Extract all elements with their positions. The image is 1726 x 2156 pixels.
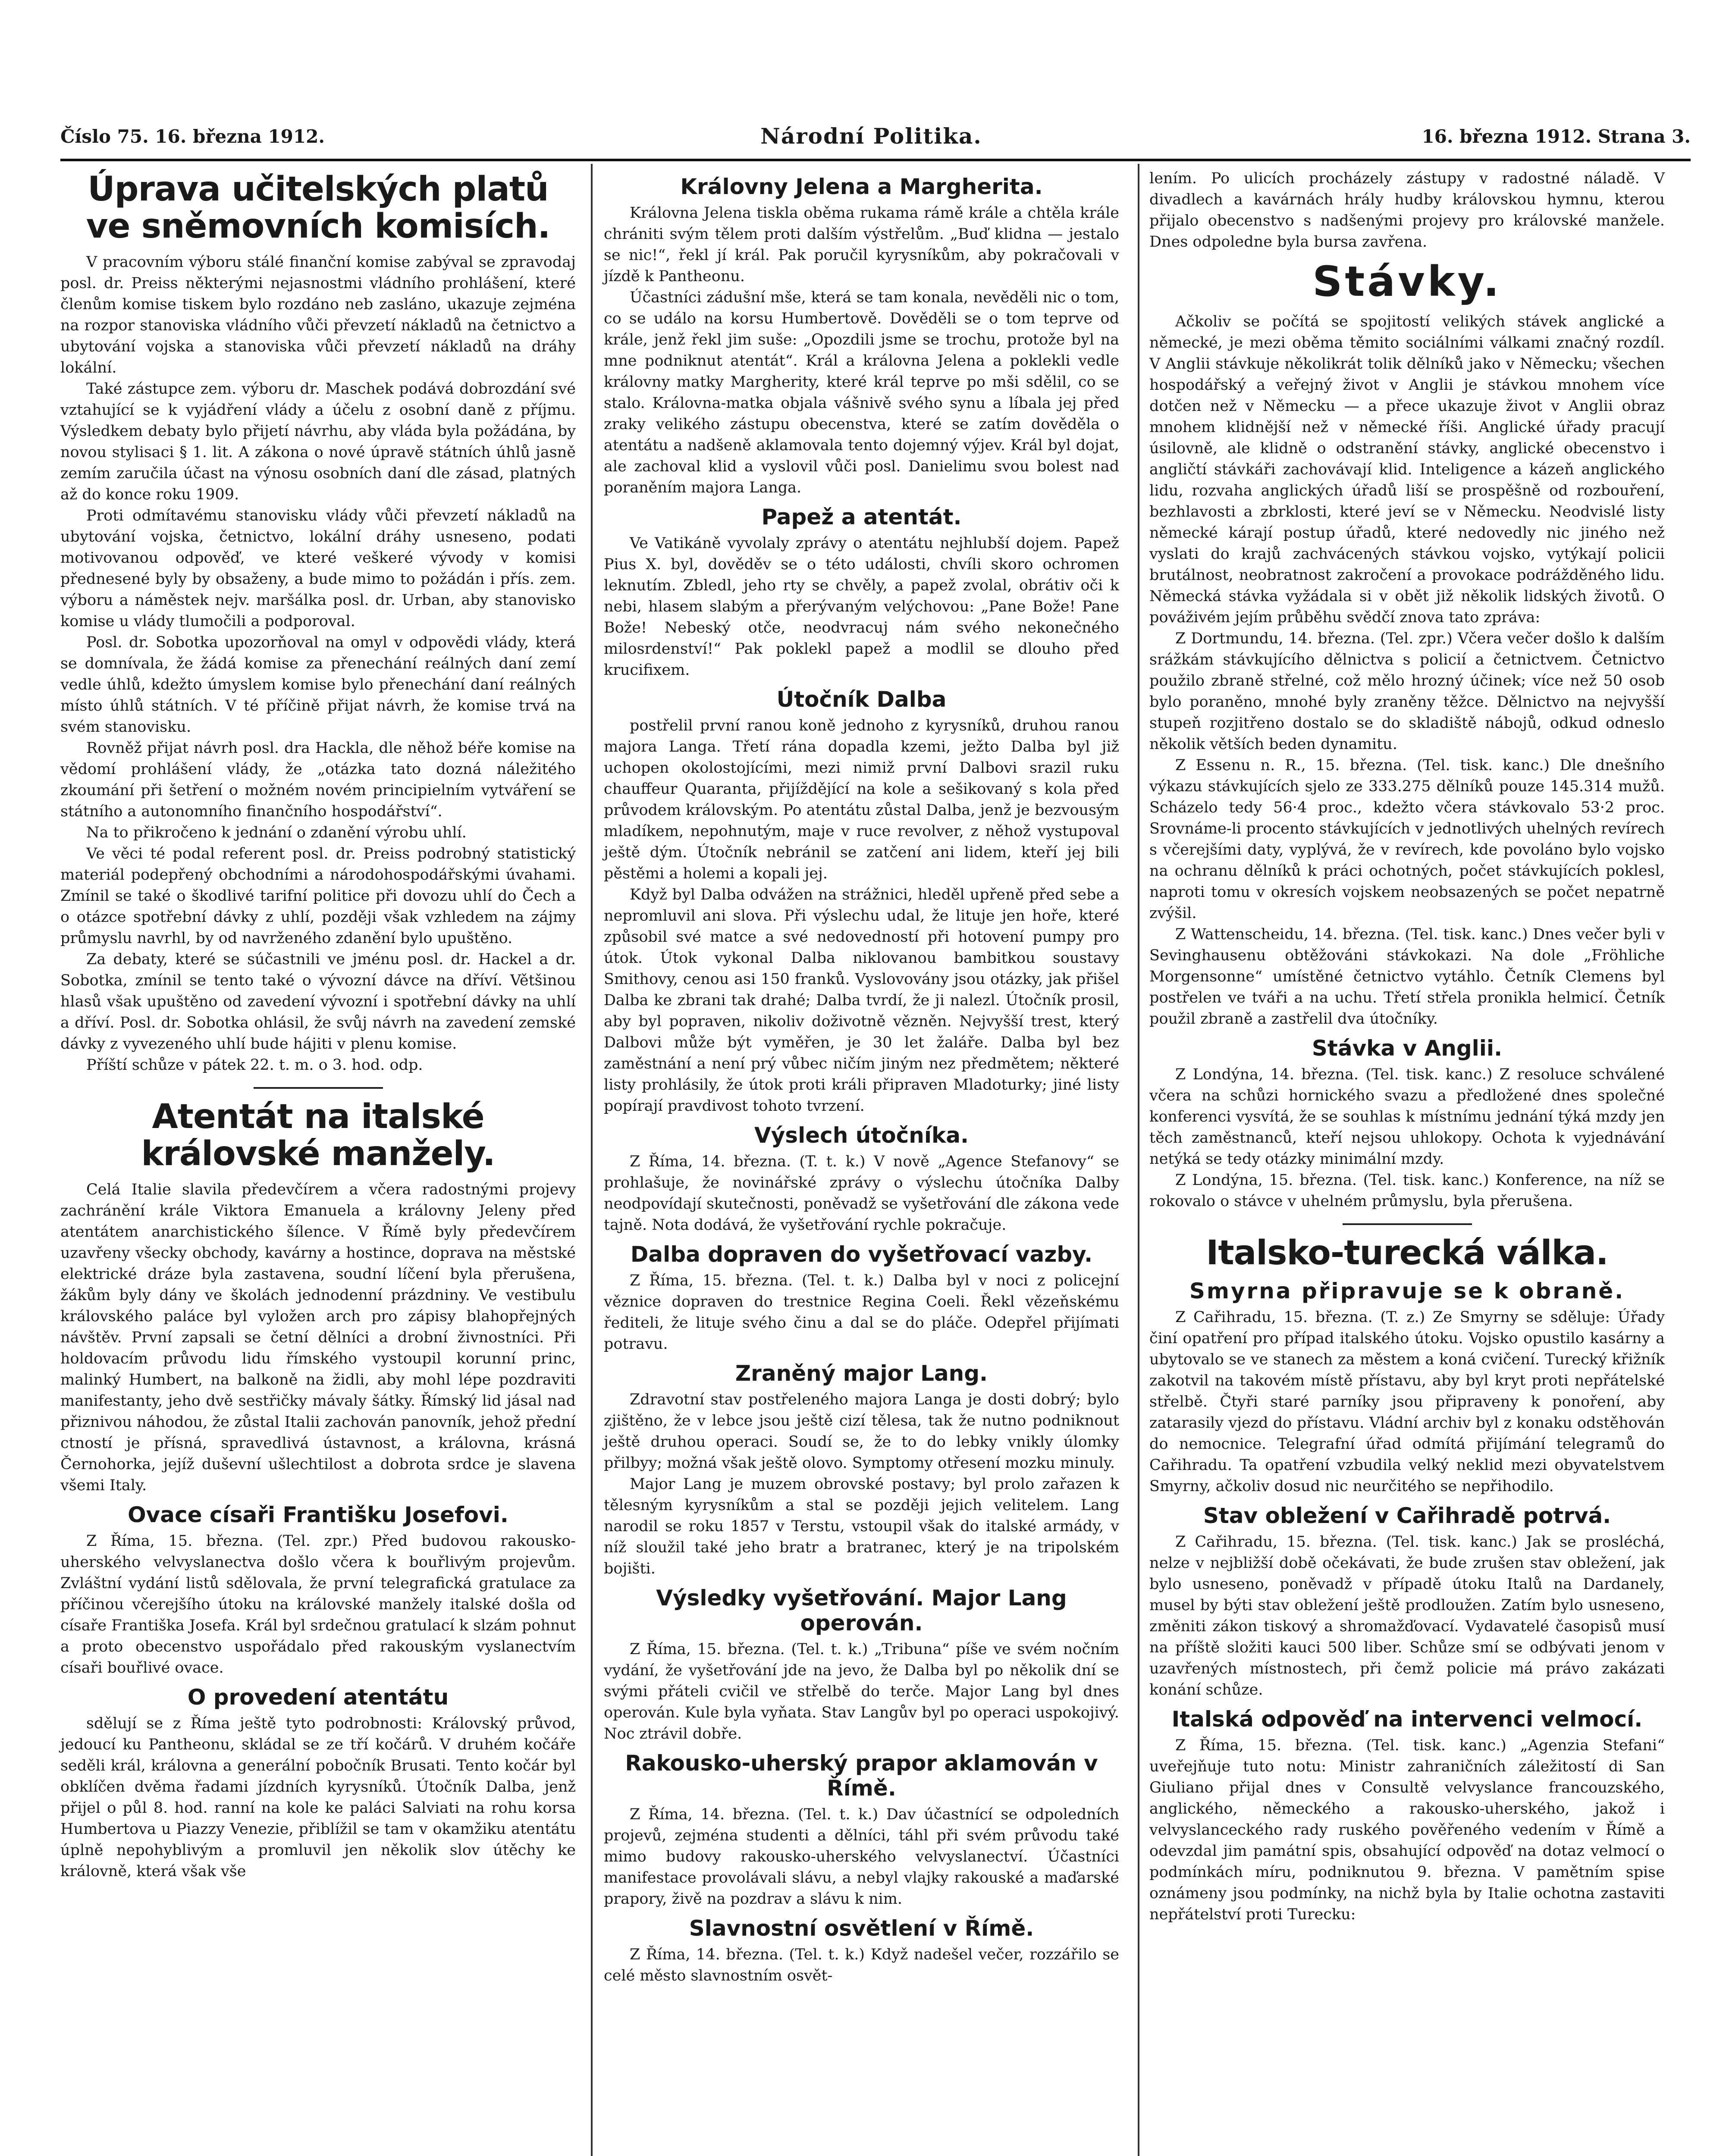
- section-divider: [1343, 1223, 1472, 1225]
- paragraph: Ačkoliv se počítá se spojitostí velikých stávek anglické a německé, je mezi oběma těmito sociálními válkami značný rozdíl. V Anglii stávkuje několikrát tolik dělníků jako v Německu; všechen hospodářský a veřejný život v Anglii je stávkou mnohem více dotčen než v Německu — a přece ukazuje život v Anglii obraz mnohem klidnější než v německé říši. Anglické úřady pracují úsilovně, ale klidně o odstranění stávky, anglické obecenstvo i angličtí stávkáři zachovávají klid. Inteligence a kázeň anglického lidu, rozvaha anglických úřadů liší se prospěšně od rozbouření, bezhlavosti a zbrklosti, které jeví se v Německu. Neodvislé listy německé kárají postup úřadů, které nedovedly nic jiného než vyslati do krajů zachvácených stávkou vojsko, vytýkají policii brutálnost, neobratnost zakročení a provokace podrážděného lidu. Německá stávka vyžádala si v obět již několik lidských životů. O pováživém jejím průběhu svědčí znova tato zpráva:: [1149, 313, 1665, 626]
- paragraph: Z Londýna, 15. března. (Tel. tisk. kanc.) Konference, na níž se rokovalo o stávce v uhelném průmyslu, byla přerušena.: [1149, 1172, 1665, 1210]
- paragraph: Za debaty, které se súčastnili ve jménu posl. dr. Hackel a dr. Sobotka, zmínil se tento také o vývozní dávce na dříví. Většinou hlasů však upuštěno od zavedení vývozní i spotřební dávky na uhlí a dříví. Posl. dr. Sobotka ohlásil, že svůj návrh na zavedení zemské dávky z vyvezeného uhlí bude hájiti v plenu komise.: [60, 951, 576, 1053]
- paragraph: Z Říma, 14. března. (Tel. t. k.) Když nadešel večer, rozzářilo se celé město slavnostním osvět-: [604, 1946, 1119, 1984]
- paragraph: V pracovním výboru stálé finanční komise zabýval se zpravodaj posl. dr. Preiss některými nejasnostmi vládního prohlášení, které členům komise tiskem bylo rozdáno neb zasláno, ukazuje zejména na rozpor stanoviska vládního vůči převzetí nákladů na četnictvo a ubytování vojska a stanoviska vůči převzetí nákladů na dráhy lokální.: [60, 254, 576, 376]
- paragraph: Také zástupce zem. výboru dr. Maschek podává dobrozdání své vztahující se k vyjádření vlády a účelu z osobní daně z příjmu. Výsledkem debaty bylo přijetí návrhu, aby vláda byla požádána, by novou stylisaci § 1. lit. A zákona o nové úpravě státních úhlů jasně zemím zaručila účast na výnosu osobních daní dle zásad, platných až do konce roku 1909.: [60, 380, 576, 503]
- article-title-italo-turkish-war: Italsko-turecká válka.: [1206, 1234, 1608, 1272]
- article-title-assassination: Atentát na italské královské manžely.: [141, 1097, 495, 1173]
- subheading: Zraněný major Lang.: [735, 1361, 988, 1386]
- paragraph: postřelil první ranou koně jednoho z kyrysníků, druhou ranou majora Langa. Třetí rána dopadla kzemi, ježto Dalba byl již uchopen okolostojícími, mezi nimiž první Dalbovi srazil ruku chauffeur Quaranta, přijíždějící na kole a sešikovaný s kola před průvodem královským. Po atentátu zůstal Dalba, jenž je bezvousým mladíkem, nepohnutým, maje v ruce revolver, z něhož vystupoval ještě dým. Útočník nebránil se zatčení ani lidem, kteří jej bili pěstěmi a holemi a kopali jej.: [604, 717, 1119, 882]
- paragraph: Zdravotní stav postřeleného majora Langa je dosti dobrý; bylo zjištěno, že v lebce jsou ještě cizí tělesa, tak že nutno podniknout ještě druhou operaci. Soudí se, že to do lebky vnikly úlomky přilbyy; možná však ještě olovo. Symptomy otřesení mozku minuly.: [604, 1391, 1119, 1472]
- masthead-title: Národní Politika.: [760, 123, 982, 149]
- subheading: Stávka v Anglii.: [1312, 1036, 1503, 1061]
- paragraph: Královna Jelena tiskla oběma rukama rámě krále a chtěla krále chrániti svým tělem proti dalším výstřelům. „Buď klidna — jestalo se nic!“, řekl jí král. Pak poručil kyrysníkům, aby pokračovali v jízdě k Pantheonu.: [604, 204, 1119, 285]
- subheading: Slavnostní osvětlení v Římě.: [689, 1916, 1034, 1941]
- paragraph: Z Říma, 15. března. (Tel. t. k.) Dalba byl v noci z policejní věznice dopraven do trestnice Regina Coeli. Řekl vězeňskému řediteli, že lituje svého činu a dal se do pláče. Odepřel přijímati potravu.: [604, 1272, 1119, 1353]
- paragraph: Z Essenu n. R., 15. března. (Tel. tisk. kanc.) Dle dnešního výkazu stávkujících sjelo ze 333.275 dělníků pouze 145.314 mužů. Scházelo tedy 56·4 proc., kdežto včera stávkovalo 53·2 proc. Srovnáme-li procento stávkujících v jednotlivých uhelných revírech s včerejšími daty, vyplývá, že v revírech, kde povoláno bylo vojsko na ochranu dělníků k práci ochotných, počet stávkujících poklesl, naproti tomu v okresích vojskem neobsazených se počet nepatrně zvýšil.: [1149, 757, 1665, 922]
- paragraph: Na to přikročeno k jednání o zdanění výrobu uhlí.: [86, 824, 467, 841]
- paragraph: Major Lang je muzem obrovské postavy; byl prolo zařazen k tělesným kyrysníkům a stal se později jejich velitelem. Lang narodil se roku 1857 v Terstu, vstoupil však do italské armády, v níž sloužil také jeho bratr a bratranec, který je na tripolském bojišti.: [604, 1476, 1119, 1577]
- subheading: Stav obležení v Cařihradě potrvá.: [1203, 1503, 1611, 1528]
- paragraph: Účastníci zádušní mše, která se tam konala, nevěděli nic o tom, co se událo na korsu Humbertově. Dověděli se o tom teprve od krále, jenž řekl jim suše: „Opozdili jsme se trochu, protože byl na mne podniknut atentát“. Král a královna Jelena a poklekli vedle královny matky Margherity, které král teprve po mši sdělil, co se stalo. Královna-matka objala vášnivě svého synu a líbala jej před zraky velikého zástupu obecenstva, které se zatím dověděla o atentátu a nadšeně aklamovala tento dojemný výjev. Král byl dojat, ale zachoval klid a vyslovil vůči posl. Danielimu svou bolest nad poraněním majora Langa.: [604, 289, 1119, 496]
- paragraph: Celá Italie slavila předevčírem a včera radostnými projevy zachránění krále Viktora Emanuela a královny Jeleny před atentátem anarchistického šílence. V Římě byly předevčírem uzavřeny všecky obchody, kavárny a hostince, doprava na městské elektrické dráze byla zastavena, soudní líčení byla přerušena, žákům byly dány ve školách jednodenní prázdniny. Ve vestibulu královského paláce byl vyložen arch pro zápisy blahopřejných návštěv. První zapsali se četní dělníci a drobní živnostníci. Při holdovacím průvodu lidu římského vystoupil korunní princ, malinký Humbert, na balkoně na židli, aby mohl lépe pozdraviti manifestanty, jeho dvě sestřičky mávaly šátky. Římský lid jásal nad přiznivou náhodou, že zůstal Italii zachován panovník, jehož přední ctností je přísná, spravedlivá ústavnost, a královna, krásná Černohorka, jejíž duševní ušlechtilost a dobrota srdce je slavena všemi Italy.: [60, 1181, 576, 1494]
- paragraph: Z Dortmundu, 14. března. (Tel. zpr.) Včera večer došlo k dalším srážkám stávkujícího dělnictva s policií a četnictvem. Četnictvo použilo zbraně střelné, což mělo hrozný účinek; více než 50 osob bylo poraněno, mnohé byly zraněny těžce. Dělnictvo na nejvyšší stupeň rozjitřeno dostalo se do skladiště nábojů, odkud odneslo několik větších beden dynamitu.: [1149, 630, 1665, 753]
- paragraph: sdělují se z Říma ještě tyto podrobnosti: Královský průvod, jedoucí ku Pantheonu, skládal se ze tří kočárů. V druhém kočáře seděli král, královna a generální pobočník Brusati. Tento kočár byl obklíčen dvěma řadami jízdních kyrysníků. Útočník Dalba, jenž přijel o půl 8. hod. ranní na kole ke paláci Salviati na rohu korsa Humbertova u Piazzy Venezie, přiblížil se tam v okamžiku atentátu úplně nepohyblivým a promluvil jen několik slov útěchy ke královně, která však vše: [60, 1715, 576, 1880]
- newspaper-page: [26, 13, 1708, 2156]
- subheading: Papež a atentát.: [761, 505, 962, 530]
- paragraph: Posl. dr. Sobotka upozorňoval na omyl v odpovědi vlády, která se domnívala, že žádá komise za přenechání reálných daní zemí vedle úhlů, kdežto úmyslem komise bylo přenechání daní reálných místo úhlů státních. V té příčině přijat návrh, že komise trvá na svém stanovisku.: [60, 634, 576, 736]
- paragraph: Z Cařihradu, 15. března. (T. z.) Ze Smyrny se sděluje: Úřady činí opatření pro případ italského útoku. Vojsko opustilo kasárny a ubytovalo se ve stanech za městem a koná cvičení. Turecký křižník zakotvil na takovém místě přístavu, aby byl kryt proti nepřátelské střelbě. Čtyři staré parníky jsou připraveny k ponoření, aby zatarasily vjezd do přístavu. Vládní archiv byl z konaku odstěhován do nemocnice. Telegrafní úřad odmítá přijímání telegramů do Cařihradu. Ta opatření vzbudila velký neklid mezi obyvatelstvem Smyrny, ačkoliv dosud nic neurčitého se nepřihodilo.: [1149, 1309, 1665, 1495]
- paragraph: Z Říma, 14. března. (T. t. k.) V nově „Agence Stefanovy“ se prohlašuje, že novinářské zprávy o výslechu útočníka Dalby neodpovídají skutečnosti, poněvadž se vyšetřování dle zákona vede tajně. Nota dodává, že vyšetřování rychle pokračuje.: [604, 1153, 1119, 1234]
- subheading: Rakousko-uherský prapor aklamován v Římě.: [625, 1751, 1098, 1801]
- paragraph: Z Cařihradu, 15. března. (Tel. tisk. kanc.) Jak se prosléchá, nelze v nejbližší době očekávati, že bude zrušen stav obležení, jak bylo usneseno, poněvadž v případě útoku Italů na Dardanely, musel by býti stav obležení ještě prodloužen. Zatím bylo usneseno, změniti zákon tiskový a shromažďovací. Vydavatelé časopisů musí na příště složiti kauci 500 liber. Schůze smí se odbývati jenom v uzavřených místnostech, při čemž policie má právo zakázati konání schůze.: [1149, 1533, 1665, 1698]
- column-rule-1: [591, 164, 593, 2156]
- column-rule-2: [1138, 164, 1139, 2156]
- article-title-strikes: Stávky.: [1312, 257, 1502, 306]
- subheading: Dalba dopraven do vyšetřovací vazby.: [630, 1242, 1093, 1267]
- column-2: [604, 168, 1119, 1987]
- paragraph: Rovněž přijat návrh posl. dra Hackla, dle něhož béře komise na vědomí prohlášení vlády, že „otázka tato dozná náležitého zkoumání při šetření o možném novém principielním vytváření se státního a autonomního finančního hospodářství“.: [60, 740, 576, 820]
- column-3: [1149, 168, 1665, 1925]
- subheading: Výsledky vyšetřování. Major Lang operován.: [656, 1586, 1067, 1636]
- subheading: Italská odpověď na intervenci velmocí.: [1171, 1707, 1643, 1732]
- paragraph: Když byl Dalba odvážen na strážnici, hleděl upřeně před sebe a nepromluvil ani slova. Při výslechu udal, že lituje jen hoře, které způsobil své matce a své nedovedností při hotovení pumpy pro útok. Útok vykonal Dalba niklovanou bambitkou soustavy Smithovy, cenou asi 150 franků. Vyslovovány jsou otázky, jak přišel Dalba ke zbrani tak drahé; Dalba tvrdí, že ji nalezl. Útočník prosil, aby byl popraven, nikoliv doživotně vězněn. Nejvyšší trest, který Dalbovi může být vyměřen, je 30 let žaláře. Dalba byl bez zaměstnání a není prý vůbec ničím jiným nez předmětem; některé listy prohlásily, že útok proti králi připraven Mladoturky; jiné listy popírají pravdivost tohoto tvrzení.: [604, 886, 1119, 1115]
- paragraph: Ve Vatikáně vyvolaly zprávy o atentátu nejhlubší dojem. Papež Pius X. byl, dověděv se o této události, chvíli skoro ochromen leknutím. Zbledl, jeho rty se chvěly, a papež zvolal, obrátiv oči k nebi, hlasem slabým a přerývaným velýchovou: „Pane Bože! Pane Bože! Nebeský otče, neodvracuj nám svého nekonečného milosrdenství!“ Pak poklekl papež a modlil se dlouho před krucifixem.: [604, 535, 1119, 679]
- issue-number-date: Číslo 75. 16. března 1912.: [60, 126, 325, 147]
- subheading: Královny Jelena a Margherita.: [680, 174, 1043, 199]
- subheading: O provedení atentátu: [187, 1685, 449, 1710]
- paragraph: Příští schůze v pátek 22. t. m. o 3. hod. odp.: [86, 1056, 423, 1074]
- paragraph: Z Říma, 15. března. (Tel. tisk. kanc.) „Agenzia Stefani“ uveřejňuje tuto notu: Ministr zahraničních záležitostí di San Giuliano přijal dnes v Consultě velvyslance francouzského, anglického, německého a rakousko-uherského, jakož i velvyslanceckého rady ruského pověřeného vedením v Římě a odevzdal jim památní spis, obsahující odpověď na dotaz velmocí o podmínkách míru, podniknutou 9. března. V pamětním spise oznámeny jsou podmínky, na nichž byla by Italie ochotna zastaviti nepřátelství proti Turecku:: [1149, 1737, 1665, 1923]
- paragraph: Z Říma, 14. března. (Tel. t. k.) Dav účastnící se odpoledních projevů, zejména studenti a dělníci, táhl při svém průvodu také mimo budovy rakousko-uherského velvyslanectví. Účastníci manifestace provolávali slávu, a nebyl vlajky rakouské a maďarské prapory, živě na pozdrav a slávu k nim.: [604, 1806, 1119, 1908]
- subheading: Smyrna připravuje se k obraně.: [1189, 1279, 1625, 1304]
- column-1: [60, 168, 576, 1882]
- paragraph: Proti odmítavému stanovisku vlády vůči převzetí nákladů na ubytování vojska, četnictvo, lokální dráhy usneseno, podati motivovanou odpověď, ve které veškeré vývody v komisi přednesené byly by obsaženy, a bude mimo to požádán i přís. zem. výboru a náměstek nejv. maršálka posl. dr. Urban, aby stanovisko komise u vlády tlumočili a podporoval.: [60, 507, 576, 630]
- subheading: Útočník Dalba: [776, 687, 947, 712]
- subheading: Ovace císaři Františku Josefovi.: [128, 1502, 508, 1527]
- paragraph: Z Říma, 15. března. (Tel. zpr.) Před budovou rakousko-uherského velvyslanectva došlo včera k bouřlivým projevům. Zvláštní vydání listů sdělovala, že první telegrafická gratulace za příčinou včerejšího útoku na královské manžely italské došla od císaře Františka Josefa. Král byl srdečnou gratulací k slzám pohnut a proto obecenstvo uspořádalo před rakouským vyslanectvím císaři bouřlivé ovace.: [60, 1532, 576, 1677]
- page-number-date: 16. března 1912. Strana 3.: [1422, 126, 1691, 147]
- header-rule: [60, 159, 1691, 161]
- subheading: Výslech útočníka.: [754, 1123, 969, 1148]
- running-head: [47, 116, 1695, 155]
- paragraph: Z Říma, 15. března. (Tel. t. k.) „Tribuna“ píše ve svém nočním vydání, že vyšetřování jde na jevo, že Dalba byl po několik dní se svými přáteli cvičil ve střelbě do terče. Major Lang byl dnes operován. Kule byla vyňata. Stav Langův byl po operaci uspokojivý. Noc ztrávil dobře.: [604, 1641, 1119, 1742]
- paragraph: Z Londýna, 14. března. (Tel. tisk. kanc.) Z resoluce schválené včera na schůzi hornického svazu a předložené dnes společné konferenci vysvítá, že se souhlas k místnímu jednání týká mzdy jen těch zaměstnanců, kteří nejsou uhlokopy. Ochota k vyjednávání netýká se tedy otázky minimální mzdy.: [1149, 1066, 1665, 1168]
- paragraph: Z Wattenscheidu, 14. března. (Tel. tisk. kanc.) Dnes večer byli v Sevinghausenu obtěžováni stávkokazi. Na dole „Fröhliche Morgensonne“ umístěné četnictvo vytáhlo. Četník Clemens byl postřelen ve tváři a na uchu. Třetí střela pronikla helmicí. Četník použil zbraně a zastřelil dva útočníky.: [1149, 926, 1665, 1028]
- paragraph: lením. Po ulicích procházely zástupy v radostné náladě. V divadlech a kavárnách hrály hudby královskou hymnu, kterou přijalo obecenstvo s nadšenými projevy pro královské manžele. Dnes odpoledne byla bursa zavřena.: [1149, 170, 1665, 251]
- section-divider: [254, 1087, 383, 1089]
- article-title-teacher-salaries: Úprava učitelských platů ve sněmovních komisích.: [86, 170, 550, 246]
- paragraph: Ve věci té podal referent posl. dr. Preiss podrobný statistický materiál podepřený obchodními a národohospodářskými úvahami. Zmínil se také o škodlivé tarifní politice při dovozu uhlí do Čech a o otázce spotřební dávky z uhlí, později však vzhledem na zájmy průmyslu navrhl, by od navrženého zdanění bylo upuštěno.: [60, 845, 576, 947]
